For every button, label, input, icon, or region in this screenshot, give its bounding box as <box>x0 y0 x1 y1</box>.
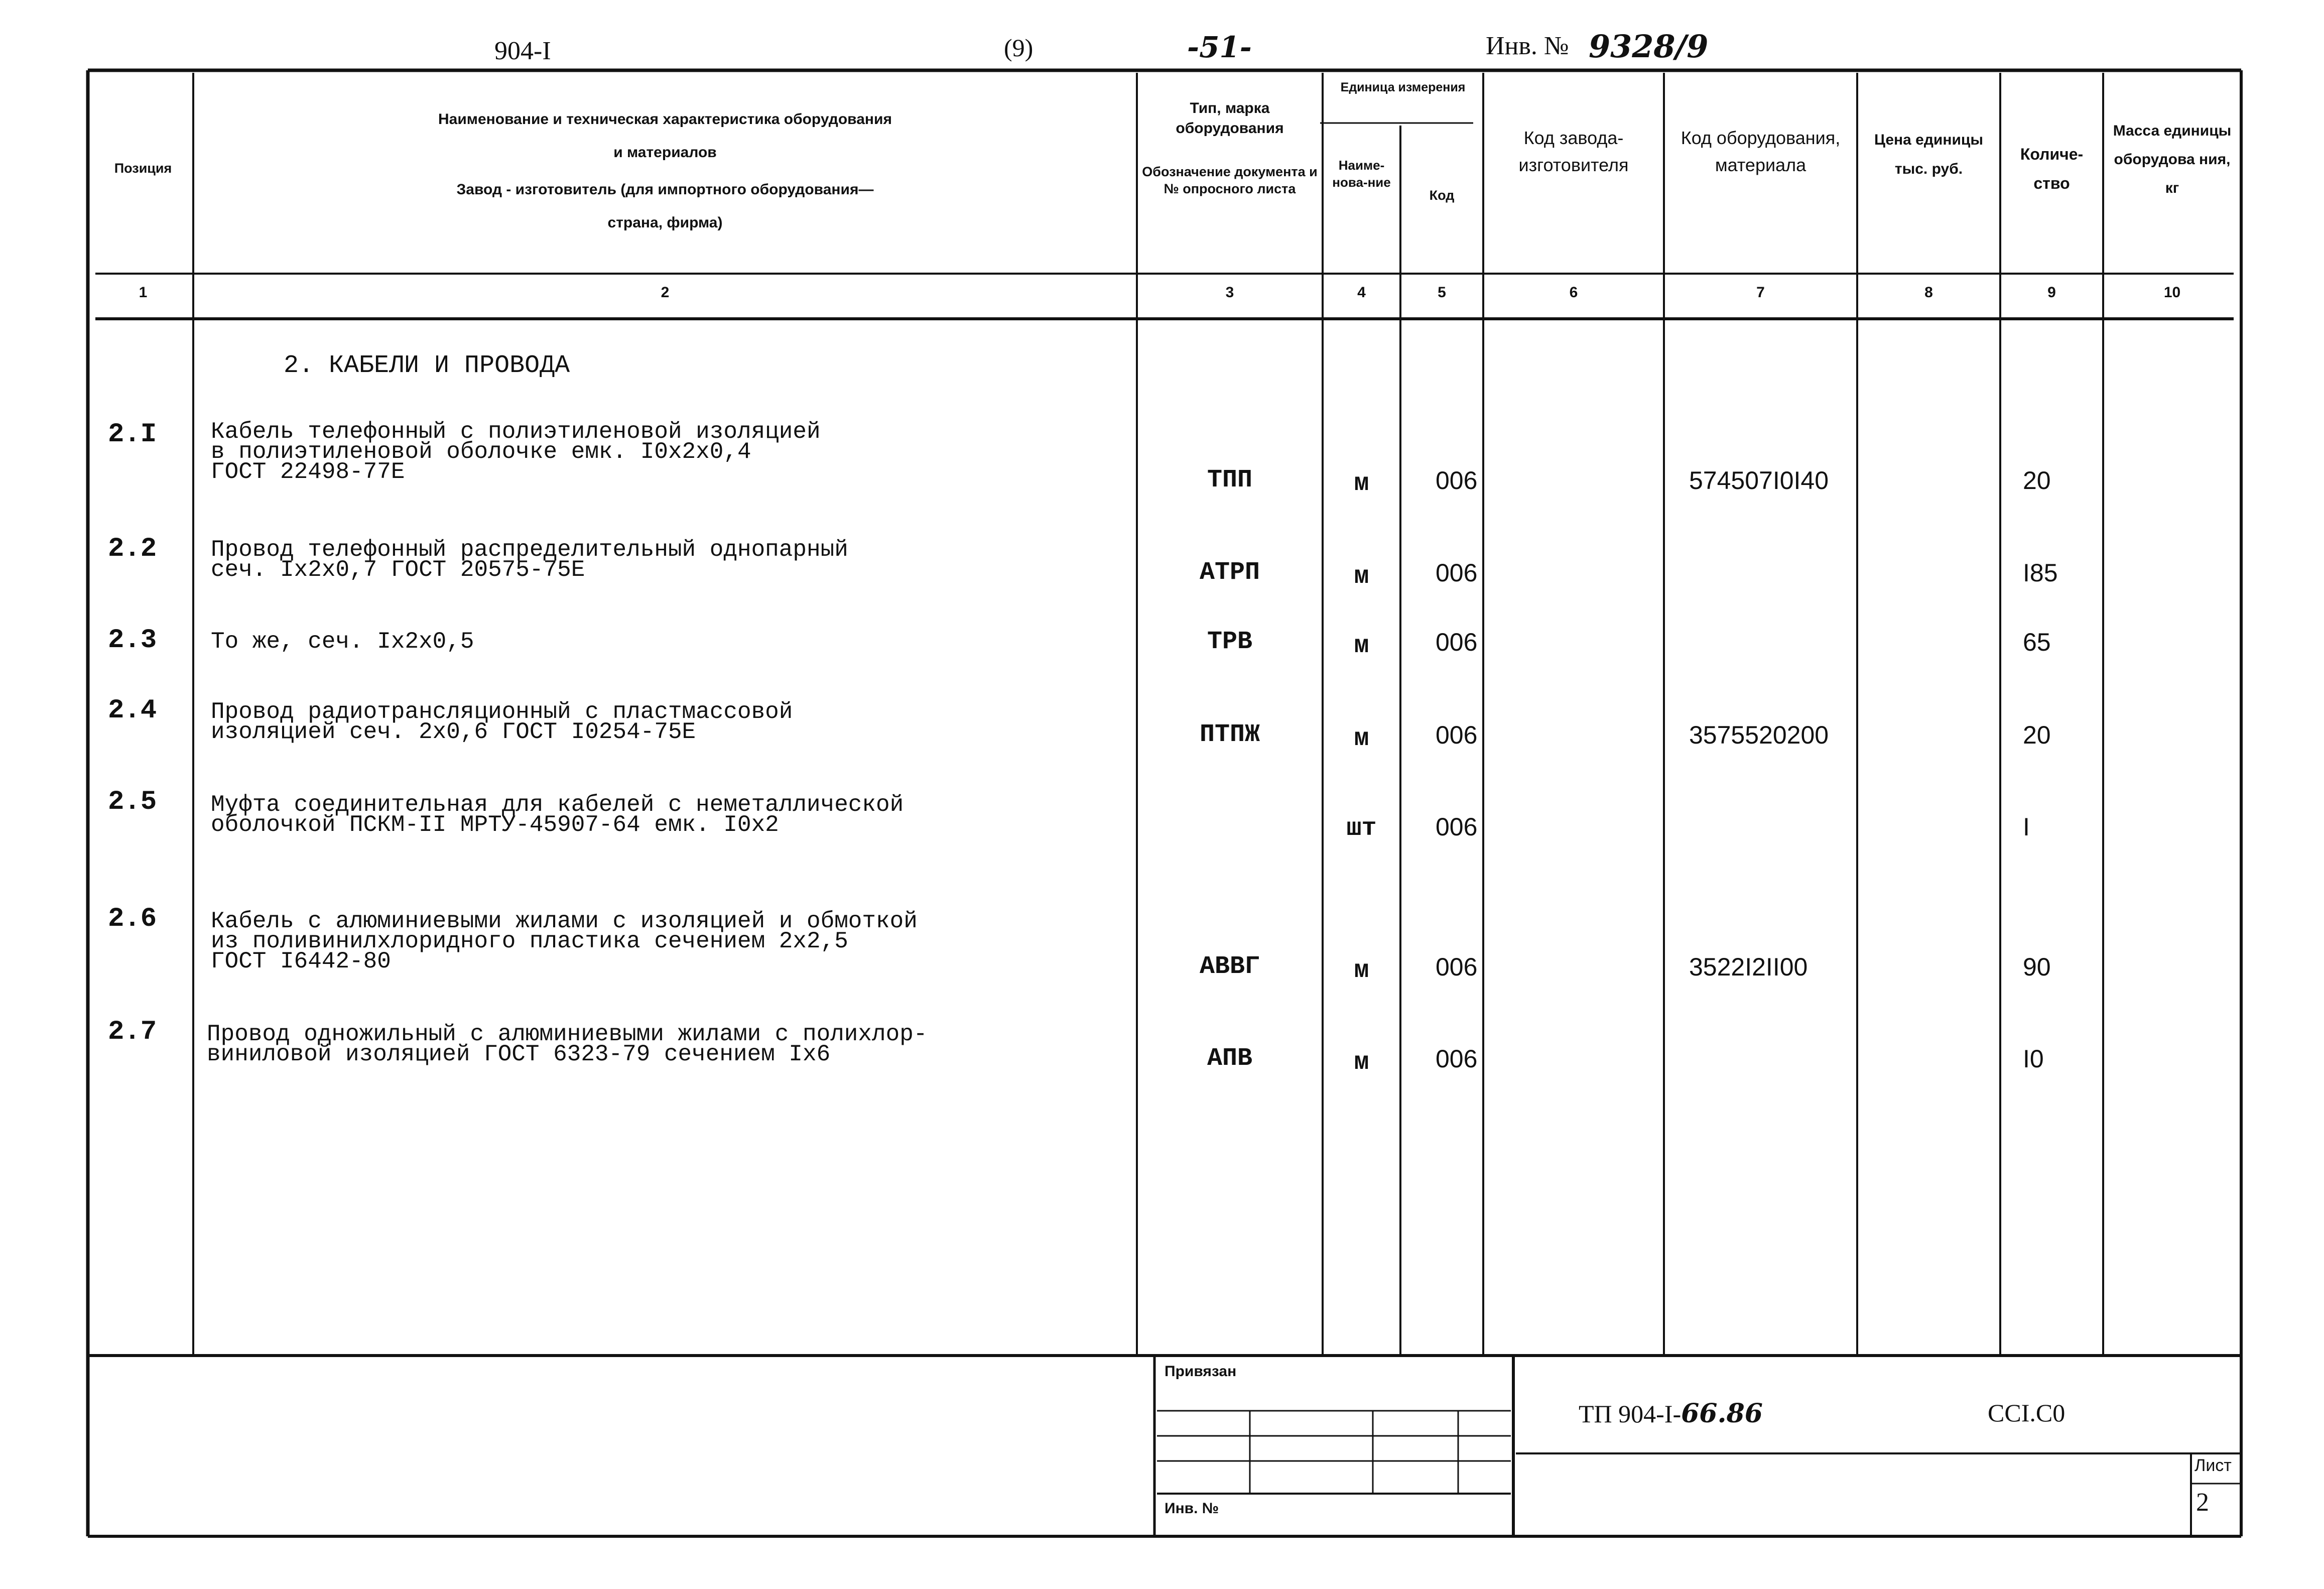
column-number-3: 3 <box>1225 284 1234 301</box>
column-number-8: 8 <box>1924 284 1933 301</box>
header-name-line1: Наименование и техническая характеристика оборудования <box>438 111 892 128</box>
row-unit: м <box>1354 724 1369 753</box>
row-position: 2.2 <box>108 534 157 564</box>
row-unit-code: 006 <box>1436 628 1478 656</box>
row-description: Муфта соединительная для кабелей с неметаллической оболочкой ПСКМ-II МРТУ-45907-64 емк. I0х2 <box>211 792 904 838</box>
header-name-line4: страна, фирма) <box>607 214 723 231</box>
header-name-line3: Завод - изготовитель (для импортного оборудования— <box>456 181 874 198</box>
row-unit-code: 006 <box>1436 953 1478 981</box>
header-quantity: Количе-ство <box>2020 145 2084 192</box>
row-type: АВВГ <box>1199 952 1260 981</box>
row-position: 2.4 <box>108 695 157 726</box>
column-number-1: 1 <box>139 284 148 301</box>
row-unit-code: 006 <box>1436 813 1478 841</box>
row-quantity: I85 <box>2023 559 2058 587</box>
row-type: АПВ <box>1207 1044 1252 1073</box>
row-unit-code: 006 <box>1436 466 1478 495</box>
row-position: 2.6 <box>108 904 157 934</box>
header-document: Обозначение документа и № опросного листа <box>1142 164 1318 196</box>
row-description: Кабель с алюминиевыми жилами с изоляцией и обмоткой из поливинилхлоридного пластика сечением 2х2,5 ГОСТ I6442-80 <box>211 908 918 974</box>
document-code-handwritten: 66.86 <box>1681 1398 1763 1429</box>
row-quantity: 90 <box>2023 953 2051 981</box>
row-type: ТПП <box>1207 466 1252 495</box>
header-unit-code: Код <box>1429 188 1455 203</box>
header-unit-group: Единица измерения <box>1340 80 1466 94</box>
row-quantity: I0 <box>2023 1045 2044 1073</box>
row-item-code: 3575520200 <box>1689 721 1829 749</box>
row-unit: м <box>1354 956 1369 985</box>
header-item-code: Код оборудования, материала <box>1681 128 1841 175</box>
document-number: 904-I <box>494 37 551 65</box>
row-unit: м <box>1354 1048 1369 1077</box>
row-position: 2.I <box>108 419 157 450</box>
row-unit: шт <box>1346 814 1377 843</box>
column-number-10: 10 <box>2163 284 2181 301</box>
row-type: ТРВ <box>1207 628 1252 656</box>
bound-label: Привязан <box>1165 1363 1237 1380</box>
header-type: Тип, марка оборудования <box>1176 100 1284 137</box>
row-description: Кабель телефонный с полиэтиленовой изоляцией в полиэтиленовой оболочке емк. I0x2x0,4 ГОСТ 22498-77Е <box>211 419 821 485</box>
header-price: Цена единицы тыс. руб. <box>1874 132 1983 177</box>
row-item-code: 3522I2II00 <box>1689 953 1808 981</box>
row-quantity: 20 <box>2023 721 2051 749</box>
column-number-5: 5 <box>1438 284 1446 301</box>
row-item-code: 574507I0I40 <box>1689 466 1829 495</box>
inventory-label: Инв. № <box>1486 32 1569 60</box>
column-number-4: 4 <box>1357 284 1366 301</box>
sheet-number: 2 <box>2196 1488 2209 1517</box>
sheet-parenthetical: (9) <box>1004 34 1034 62</box>
row-unit: м <box>1354 562 1369 591</box>
column-number-2: 2 <box>661 284 670 301</box>
document-code <box>1579 1398 1763 1429</box>
row-quantity: 20 <box>2023 466 2051 495</box>
row-description: Провод радиотрансляционный с пластмассовой изоляцией сеч. 2х0,6 ГОСТ I0254-75Е <box>211 699 793 745</box>
row-quantity: I <box>2023 813 2030 841</box>
row-position: 2.3 <box>108 625 157 656</box>
section-title: 2. КАБЕЛИ И ПРОВОДА <box>284 351 570 380</box>
row-unit-code: 006 <box>1436 721 1478 749</box>
row-description: То же, сеч. Iх2х0,5 <box>211 629 474 655</box>
header-mass: Масса единицы оборудова ния, кг <box>2113 123 2232 196</box>
row-type: АТРП <box>1199 558 1260 587</box>
column-number-7: 7 <box>1756 284 1765 301</box>
row-type: ПТПЖ <box>1199 720 1260 749</box>
document-code-prefix: ТП 904-I- <box>1579 1400 1682 1428</box>
inventory-number: 9328/9 <box>1589 28 1709 65</box>
row-quantity: 65 <box>2023 628 2051 656</box>
sheet-label: Лист <box>2194 1456 2232 1475</box>
row-unit: м <box>1354 469 1369 498</box>
column-number-6: 6 <box>1569 284 1578 301</box>
header-position: Позиция <box>114 161 172 176</box>
row-unit-code: 006 <box>1436 1045 1478 1073</box>
header-unit-name: Наиме-нова-ние <box>1332 158 1391 190</box>
header-name-line2: и материалов <box>613 144 717 161</box>
row-description: Провод телефонный распределительный однопарный сеч. Iх2х0,7 ГОСТ 20575-75Е <box>211 537 848 583</box>
sheet-code: ССI.С0 <box>1988 1399 2065 1427</box>
header-plant-code: Код завода-изготовителя <box>1518 128 1629 175</box>
row-description: Провод одножильный с алюминиевыми жилами с полихлор- виниловой изоляцией ГОСТ 6323-79 сечением Iх6 <box>207 1021 928 1067</box>
page-mark: -51- <box>1187 30 1252 64</box>
row-position: 2.7 <box>108 1017 157 1047</box>
footer-inventory-label: Инв. № <box>1165 1500 1219 1517</box>
row-unit: м <box>1354 632 1369 660</box>
row-position: 2.5 <box>108 787 157 817</box>
row-unit-code: 006 <box>1436 559 1478 587</box>
column-number-9: 9 <box>2047 284 2056 301</box>
